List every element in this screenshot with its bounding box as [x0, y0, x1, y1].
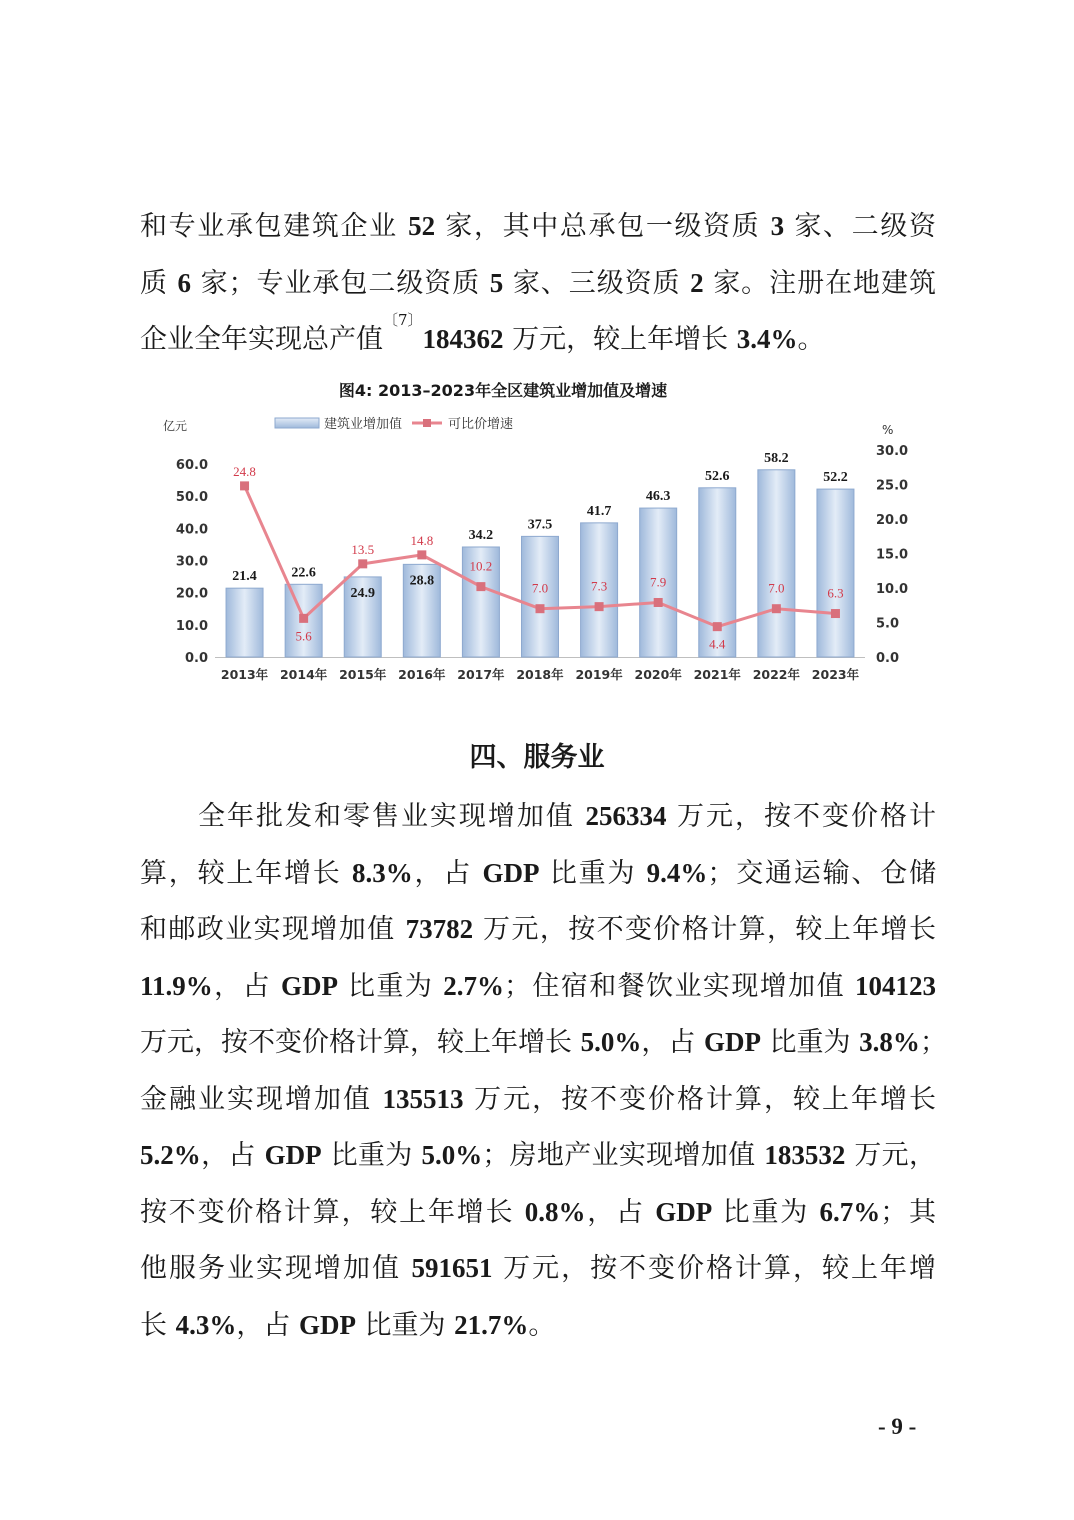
text-segment: 和邮政业实现增加值 [140, 914, 406, 945]
right-tick-label: 5.0 [876, 616, 900, 632]
left-tick-label: 60.0 [175, 458, 208, 473]
bold-figure: 4.3% [175, 1309, 237, 1340]
text-segment: ；房地产业实现增加值 [482, 1140, 765, 1171]
bar-label-2016年: 28.8 [409, 573, 435, 589]
text-segment: 万元，较上年增长 [503, 324, 737, 355]
text-segment: 企业全年实现总产值 [140, 324, 383, 355]
bold-figure: 2.7% [443, 970, 505, 1001]
text-segment: 万元，按不变价格计算，较上年增长 [473, 914, 936, 945]
bar-2021年 [699, 488, 736, 657]
growth-point-2022年 [772, 604, 781, 613]
text-line [140, 1184, 936, 1241]
category-label: 2022年 [752, 667, 801, 682]
left-tick-label: 30.0 [175, 554, 208, 570]
bar-label-2014年: 22.6 [291, 565, 316, 581]
text-segment: 全年批发和零售业实现增加值 [198, 801, 586, 832]
growth-point-2016年 [417, 550, 426, 559]
bold-figure: 9.4% [646, 857, 708, 888]
growth-point-2015年 [358, 559, 367, 568]
bold-figure: 52 [408, 211, 436, 241]
text-segment: ；住宿和餐饮业实现增加值 [504, 970, 855, 1002]
growth-point-2013年 [240, 481, 249, 490]
bold-figure: 11.9% [140, 970, 213, 1001]
growth-point-2018年 [536, 604, 545, 613]
text-line [140, 1014, 947, 1071]
legend-line-label: 可比价增速 [448, 417, 514, 432]
growth-point-2021年 [713, 622, 722, 631]
text-line [140, 901, 936, 958]
text-line [140, 958, 936, 1015]
line-label-2020年: 7.9 [650, 574, 667, 590]
right-tick-label: 20.0 [876, 513, 909, 528]
page-number: - 9 - [878, 1414, 917, 1439]
text-segment: 比重为 [712, 1196, 820, 1228]
growth-point-2020年 [654, 598, 663, 607]
growth-point-2017年 [476, 582, 485, 591]
category-label: 2023年 [811, 667, 860, 682]
bold-figure: 183532 [764, 1140, 846, 1170]
legend-bar-swatch [275, 418, 319, 428]
text-segment: 万元，按不变价格计 [666, 801, 936, 832]
category-label: 2013年 [220, 667, 269, 682]
right-tick-label: 15.0 [876, 547, 909, 563]
text-line [140, 1297, 936, 1354]
left-tick-label: 0.0 [184, 651, 208, 666]
text-segment: ，占 [236, 1309, 299, 1341]
line-label-2019年: 7.3 [590, 578, 608, 594]
growth-point-2019年 [595, 602, 604, 611]
bar-label-2023年: 52.2 [823, 470, 848, 486]
bold-figure: GDP [281, 970, 339, 1001]
text-segment: 比重为 [321, 1140, 422, 1171]
text-segment: 家；专业承包二级资质 [191, 267, 490, 299]
bar-2013年 [226, 588, 263, 657]
bold-figure: GDP [264, 1140, 322, 1170]
bold-figure: 21.7% [454, 1309, 529, 1340]
line-label-2015年: 13.5 [351, 541, 375, 557]
line-label-2023年: 6.3 [827, 585, 844, 601]
text-segment: 和专业承包建筑企业 [140, 211, 409, 242]
text-segment: 他服务业实现增加值 [140, 1253, 412, 1284]
bold-figure: 104123 [855, 970, 936, 1001]
category-label: 2020年 [634, 667, 682, 682]
line-label-2016年: 14.8 [410, 532, 434, 548]
text-line [140, 255, 936, 312]
chart-title: 图4: 2013–2023年全区建筑业增加值及增速 [338, 381, 668, 400]
text-segment: ，占 [212, 970, 282, 1002]
right-axis-unit: % [882, 423, 894, 437]
bold-figure: 0.8% [524, 1196, 586, 1227]
line-label-2021年: 4.4 [709, 636, 726, 652]
line-label-2018年: 7.0 [531, 580, 549, 596]
text-segment: ； [919, 1027, 947, 1058]
right-tick-label: 10.0 [876, 582, 909, 597]
bar-label-2015年: 24.9 [350, 585, 375, 601]
text-line [140, 311, 936, 368]
category-label: 2015年 [339, 667, 387, 682]
text-line [140, 198, 936, 255]
bold-figure: 6 [177, 267, 192, 298]
bold-figure: 3 [770, 211, 785, 241]
text-segment: ；其 [880, 1196, 936, 1228]
growth-point-2023年 [831, 609, 840, 618]
paragraph-construction [140, 198, 936, 368]
text-segment: 质 [140, 267, 178, 299]
bar-label-2022年: 58.2 [764, 450, 789, 466]
bar-2023年 [817, 489, 854, 657]
text-line [140, 1071, 936, 1128]
text-segment: 。 [797, 324, 825, 355]
text-segment: 万元， [845, 1140, 936, 1171]
bar-label-2020年: 46.3 [645, 489, 671, 505]
line-label-2017年: 10.2 [469, 558, 493, 574]
construction-chart [160, 372, 920, 694]
bold-figure: 3.8% [859, 1027, 920, 1057]
bold-figure: 135513 [382, 1083, 464, 1114]
text-segment: ；交通运输、仓储 [707, 857, 936, 889]
paragraph-services [140, 788, 947, 1353]
bold-figure: 5.2% [140, 1140, 201, 1170]
text-segment: 家，其中总承包一级资质 [435, 211, 771, 242]
category-label: 2016年 [398, 667, 446, 682]
text-segment: 家、三级资质 [503, 267, 691, 299]
bold-figure: GDP [703, 1027, 761, 1057]
legend-bar-label: 建筑业增加值 [324, 417, 403, 432]
legend-line-marker [423, 419, 431, 427]
bold-figure: 5 [489, 267, 504, 298]
bold-figure: 2 [690, 267, 704, 298]
footnote-ref: 〔7〕 [383, 311, 423, 329]
section-heading: 四、服务业 [469, 742, 605, 773]
left-tick-label: 10.0 [175, 618, 208, 634]
text-segment: 比重为 [760, 1027, 860, 1058]
text-segment: ，占 [641, 1027, 704, 1058]
bar-label-2018年: 37.5 [527, 517, 553, 533]
left-tick-label: 40.0 [175, 522, 208, 538]
text-segment: 比重为 [539, 857, 647, 889]
bar-2018年 [522, 536, 559, 657]
bold-figure: 184362 [422, 324, 504, 354]
text-segment: 。 [528, 1309, 556, 1341]
text-segment: 万元，按不变价格计算，较上年增长 [140, 1027, 581, 1058]
bar-label-2013年: 21.4 [232, 569, 257, 585]
text-segment: 按不变价格计算，较上年增长 [140, 1196, 525, 1228]
left-axis-unit: 亿元 [163, 419, 188, 433]
line-label-2014年: 5.6 [295, 628, 312, 644]
bold-figure: 591651 [411, 1253, 493, 1283]
text-segment: 万元，按不变价格计算，较上年增长 [463, 1083, 936, 1115]
text-segment: 算，较上年增长 [140, 857, 352, 889]
text-segment: ，占 [585, 1196, 656, 1228]
growth-point-2014年 [299, 614, 308, 623]
bold-figure: GDP [655, 1196, 713, 1227]
text-line [140, 1240, 936, 1297]
text-segment: 家。注册在地建筑 [703, 267, 936, 299]
text-segment: ，占 [200, 1140, 265, 1171]
bar-label-2019年: 41.7 [586, 503, 612, 519]
line-label-2022年: 7.0 [768, 580, 785, 596]
text-line [140, 1127, 936, 1184]
bold-figure: 6.7% [819, 1196, 881, 1227]
category-label: 2018年 [516, 667, 564, 682]
category-label: 2019年 [575, 667, 623, 682]
text-segment: 家、二级资 [784, 211, 936, 242]
bar-label-2021年: 52.6 [705, 468, 730, 484]
bold-figure: 5.0% [580, 1027, 642, 1057]
bold-figure: GDP [298, 1309, 356, 1340]
bar-2022年 [758, 470, 795, 657]
text-line [140, 788, 936, 845]
text-segment: 长 [140, 1309, 176, 1341]
bold-figure: 8.3% [351, 857, 413, 888]
text-segment: 金融业实现增加值 [140, 1083, 383, 1115]
right-tick-label: 30.0 [876, 444, 909, 459]
right-tick-label: 25.0 [876, 478, 909, 494]
text-segment: ，占 [412, 857, 483, 889]
bold-figure: 3.4% [736, 324, 798, 354]
category-label: 2017年 [457, 667, 505, 682]
text-line [140, 845, 936, 902]
left-tick-label: 50.0 [175, 490, 208, 506]
bar-label-2017年: 34.2 [468, 527, 494, 543]
left-tick-label: 20.0 [175, 586, 208, 602]
line-label-2013年: 24.8 [233, 463, 256, 479]
text-segment: 比重为 [338, 970, 444, 1002]
right-tick-label: 0.0 [876, 651, 900, 666]
bold-figure: 5.0% [421, 1140, 483, 1170]
category-label: 2014年 [279, 667, 328, 682]
category-label: 2021年 [693, 667, 741, 682]
text-segment: 万元，按不变价格计算，较上年增 [492, 1253, 936, 1284]
text-segment: 比重为 [355, 1309, 455, 1341]
bold-figure: GDP [482, 857, 540, 888]
bold-figure: 256334 [585, 801, 667, 831]
bold-figure: 73782 [405, 914, 474, 944]
